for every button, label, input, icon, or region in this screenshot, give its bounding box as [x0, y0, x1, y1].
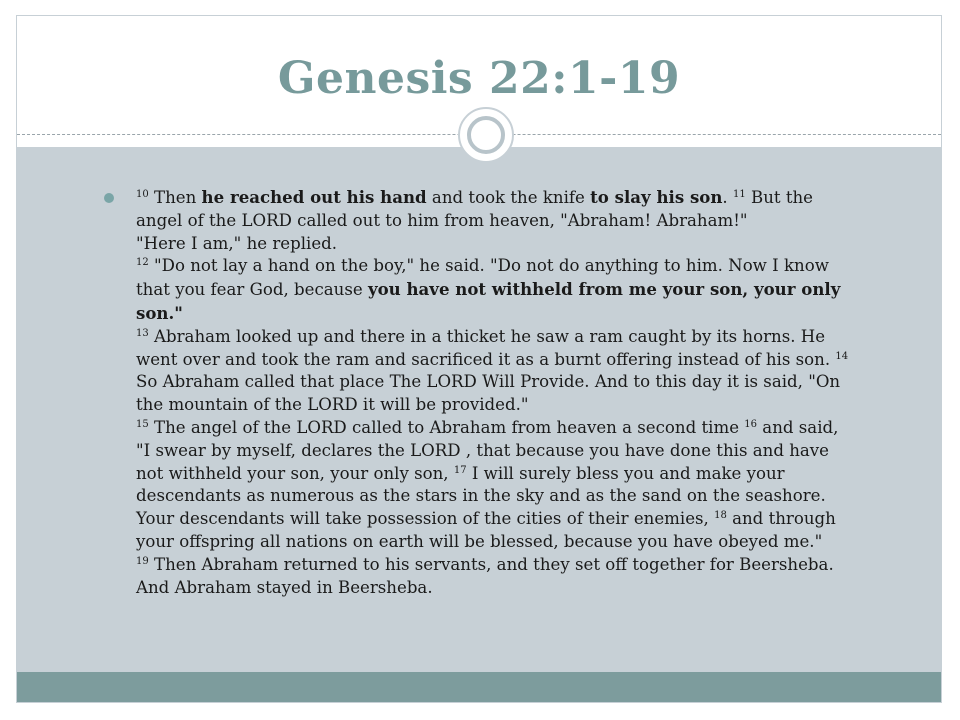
bullet-dot-icon	[104, 193, 114, 203]
verse-text: I will surely bless you and make your descendants as numerous as the stars in the sky and as the sand on the seashore. Your descendants will take possession of the cities of their enemies,	[136, 463, 826, 529]
verse-number: 18	[714, 510, 727, 522]
inner-ring	[467, 116, 505, 154]
verse-text: But the angel of the LORD called out to him from heaven, "Abraham! Abraham!"	[136, 188, 813, 230]
verse-text: and said, "I swear by myself, declares the LORD , that because you have done this and have not withheld your son, your only son,	[136, 417, 839, 483]
verse-number: 12	[136, 257, 149, 269]
verse-number: 10	[136, 189, 149, 200]
verse-number: 14	[835, 350, 849, 362]
verse-number: 17	[453, 464, 467, 476]
verse-number: 19	[136, 555, 149, 567]
verse-text: .	[722, 188, 733, 207]
slide-title: Genesis 22:1-19	[277, 53, 681, 104]
circle-ring-icon	[458, 107, 514, 163]
emphasis-text: you have not withheld from me your son, your only son."	[136, 279, 841, 323]
emphasis-text: to slay his son	[590, 187, 723, 207]
verse-13-14	[136, 326, 854, 417]
passage-list	[104, 186, 854, 599]
verse-number: 11	[732, 189, 746, 200]
verse-15-18	[136, 417, 854, 554]
verse-text: and through your offspring all nations on earth will be blessed, because you have obeyed me."	[136, 509, 836, 551]
verse-text: and took the knife	[426, 188, 591, 207]
reply-line: "Here I am," he replied.	[136, 233, 338, 253]
verse-number: 13	[136, 327, 149, 339]
verse-text: "Do not lay a hand on the boy," he said. "Do not do anything to him. Now I know that you fear God, because	[136, 256, 829, 300]
verse-text: Abraham looked up and there in a thicket he saw a ram caught by its horns. He went over and took the ram and sacrificed it as a burnt offering instead of his son.	[136, 326, 836, 369]
verse-text: The angel of the LORD called to Abraham from heaven a second time	[148, 417, 745, 437]
emphasis-text: he reached out his hand	[201, 187, 427, 207]
verse-19	[136, 554, 854, 600]
verse-number: 15	[136, 418, 149, 430]
footer-bar	[17, 672, 941, 703]
verse-text: Then	[148, 188, 202, 207]
verse-10-11	[136, 186, 854, 233]
verse-12	[136, 255, 854, 325]
verse-text: Then Abraham returned to his servants, and they set off together for Beersheba. And Abraham stayed in Beersheba.	[136, 554, 834, 597]
verse-text: So Abraham called that place The LORD Will Provide. And to this day it is said, "On the mountain of the LORD it will be provided."	[136, 372, 841, 415]
passage-bullet	[104, 186, 854, 599]
verse-number: 16	[744, 418, 758, 430]
